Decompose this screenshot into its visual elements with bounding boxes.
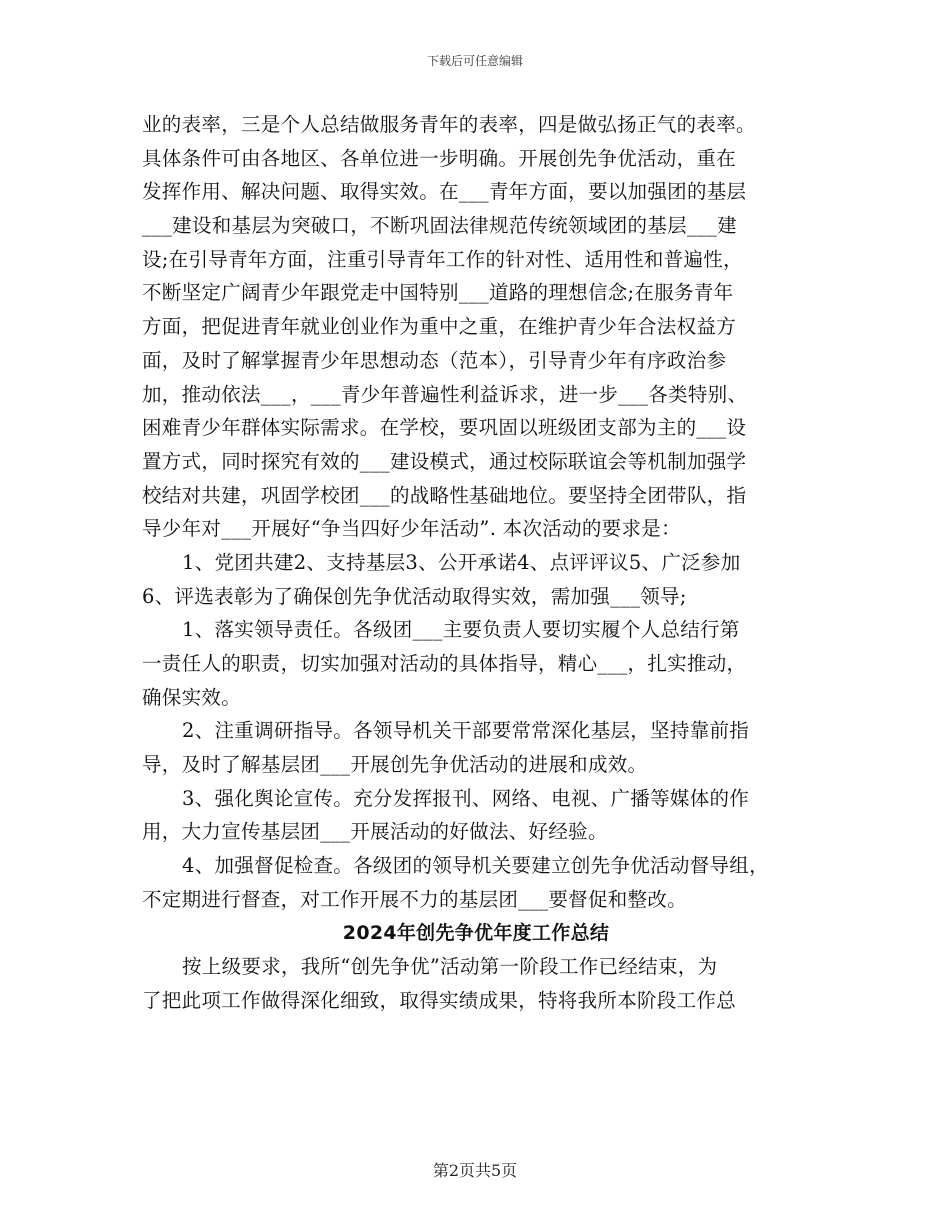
text-line: 发挥作用、解决问题、取得实效。在___青年方面，要以加强团的基层 xyxy=(142,180,747,204)
text-line: 设;在引导青年方面，注重引导青年工作的针对性、适用性和普遍性， xyxy=(142,247,743,271)
text-line: 不断坚定广阔青少年跟党走中国特别___道路的理想信念;在服务青年 xyxy=(142,281,734,305)
text-line: 了把此项工作做得深化细致，取得实绩成果，特将我所本阶段工作总 xyxy=(142,988,737,1012)
text-line: 导少年对___开展好“争当四好少年活动”. 本次活动的要求是： xyxy=(142,517,681,541)
text-line: 按上级要求，我所“创先争优”活动第一阶段工作已经结束，为 xyxy=(182,955,718,979)
text-line: 用，大力宣传基层团___开展活动的好做法、好经验。 xyxy=(142,820,608,844)
text-line: 一责任人的职责，切实加强对活动的具体指导，精心___，扎实推动， xyxy=(142,652,747,675)
text-line: 置方式，同时探究有效的___建设模式，通过校际联谊会等机制加强学 xyxy=(142,449,747,473)
text-line: 校结对共建，巩固学校团___的战略性基础地位。要坚持全团带队，指 xyxy=(142,483,747,507)
text-line: 1、党团共建2、支持基层3、公开承诺4、点评评议5、广泛参加 xyxy=(182,550,741,574)
text-line: 困难青少年群体实际需求。在学校，要巩固以班级团支部为主的___设 xyxy=(142,416,747,440)
text-line: 3、强化舆论宣传。充分发挥报刊、网络、电视、广播等媒体的作 xyxy=(182,786,750,810)
text-line: 不定期进行督查，对工作开展不力的基层团___要督促和整改。 xyxy=(142,887,687,911)
text-line: 具体条件可由各地区、各单位进一步明确。开展创先争优活动，重在 xyxy=(142,146,737,170)
text-line: 面，及时了解掌握青少年思想动态（范本），引导青少年有序政治参 xyxy=(142,348,727,372)
text-line: 导，及时了解基层团___开展创先争优活动的进展和成效。 xyxy=(142,753,648,777)
text-line: 1、落实领导责任。各级团___主要负责人要切实履个人总结行第 xyxy=(182,618,740,642)
text-line: 确保实效。 xyxy=(142,685,242,709)
text-line: 方面，把促进青年就业创业作为重中之重，在维护青少年合法权益方 xyxy=(142,315,737,339)
text-line: 业的表率，三是个人总结做服务青年的表率，四是做弘扬正气的表率。 xyxy=(142,113,756,136)
text-line: 4、加强督促检查。各级团的领导机关要建立创先争优活动督导组， xyxy=(182,854,769,878)
section-title: 2024年创先争优年度工作总结 xyxy=(342,921,610,944)
text-line: 6、评选表彰为了确保创先争优活动取得实效，需加强___领导; xyxy=(142,584,687,608)
text-line: 加，推动依法___，___青少年普遍性利益诉求，进一步___各类特别、 xyxy=(142,382,748,406)
page-header: 下载后可任意编辑 xyxy=(426,54,523,68)
page-footer: 第2页共5页 xyxy=(432,1161,518,1180)
text-line: ___建设和基层为突破口，不断巩固法律规范传统领域团的基层___建 xyxy=(142,214,737,238)
document-body xyxy=(142,108,810,1018)
text-line: 2、注重调研指导。各领导机关干部要常常深化基层，坚持靠前指 xyxy=(182,719,750,743)
